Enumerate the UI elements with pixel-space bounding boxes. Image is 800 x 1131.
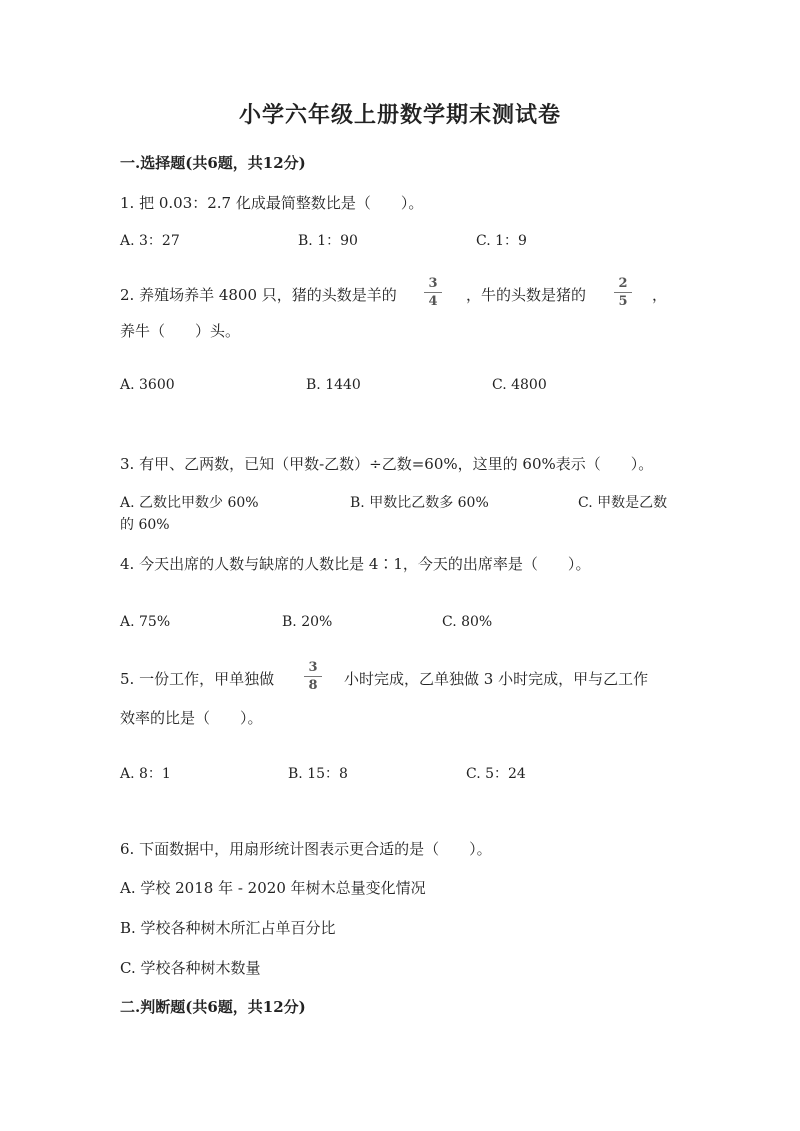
page-title: 小学六年级上册数学期末测试卷	[238, 102, 561, 128]
question-4: 4. 今天出席的人数与缺席的人数比是 4∶1，今天的出席率是（ ）。	[120, 555, 591, 573]
question-1-option-a: A. 3：27	[120, 233, 180, 249]
question-3-option-b: B. 甲数比乙数多 60%	[350, 495, 489, 511]
question-2-option-a: A. 3600	[120, 377, 175, 393]
fraction-bar	[614, 292, 632, 293]
question-2-fraction-1	[422, 276, 444, 309]
question-6: 6. 下面数据中，用扇形统计图表示更合适的是（ ）。	[120, 840, 492, 858]
question-5-text-part2: 小时完成，乙单独做 3 小时完成，甲与乙工作	[344, 670, 649, 688]
question-6-option-c: C. 学校各种树木数量	[120, 959, 261, 977]
question-3-option-c-continued: 的 60%	[120, 517, 170, 533]
question-2-text-line2: 养牛（ ）头。	[120, 322, 241, 340]
question-1-option-b: B. 1：90	[298, 233, 358, 249]
fraction-denominator: 8	[308, 678, 318, 693]
fraction-numerator: 2	[618, 276, 628, 291]
fraction-numerator: 3	[308, 660, 318, 675]
question-1: 1. 把 0.03：2.7 化成最简整数比是（ ）。	[120, 194, 424, 212]
question-5-text-line2: 效率的比是（ ）。	[120, 709, 263, 727]
question-2-option-c: C. 4800	[492, 377, 547, 393]
question-5-text-part1: 5. 一份工作，甲单独做	[120, 670, 275, 688]
section-heading-judgment: 二.判断题(共6题，共12分)	[120, 998, 306, 1016]
question-1-option-c: C. 1：9	[476, 233, 527, 249]
fraction-bar	[424, 292, 442, 293]
fraction-bar	[304, 676, 322, 677]
question-3-option-c: C. 甲数是乙数	[578, 495, 668, 511]
question-4-option-a: A. 75%	[120, 614, 171, 630]
question-6-option-a: A. 学校 2018 年 - 2020 年树木总量变化情况	[120, 879, 426, 897]
question-5-fraction	[302, 660, 324, 693]
fraction-denominator: 4	[428, 294, 438, 309]
question-2-text-part1: 2. 养殖场养羊 4800 只，猪的头数是羊的	[120, 286, 397, 304]
question-4-option-b: B. 20%	[282, 614, 333, 630]
question-2-option-b: B. 1440	[306, 377, 361, 393]
question-5-option-b: B. 15：8	[288, 766, 348, 782]
section-heading-choice: 一.选择题(共6题，共12分)	[120, 154, 306, 172]
question-2-fraction-2	[612, 276, 634, 309]
question-4-option-c: C. 80%	[442, 614, 493, 630]
question-3: 3. 有甲、乙两数，已知（甲数-乙数）÷乙数=60%，这里的 60%表示（ ）。	[120, 455, 654, 473]
fraction-denominator: 5	[618, 294, 628, 309]
question-2-text-part3: ，	[652, 286, 668, 304]
question-6-option-b: B. 学校各种树木所汇占单百分比	[120, 919, 336, 937]
question-5-option-a: A. 8：1	[120, 766, 171, 782]
question-2-text-part2: ，牛的头数是猪的	[466, 286, 587, 304]
question-3-option-a: A. 乙数比甲数少 60%	[120, 495, 259, 511]
fraction-numerator: 3	[428, 276, 438, 291]
question-5-option-c: C. 5：24	[466, 766, 526, 782]
